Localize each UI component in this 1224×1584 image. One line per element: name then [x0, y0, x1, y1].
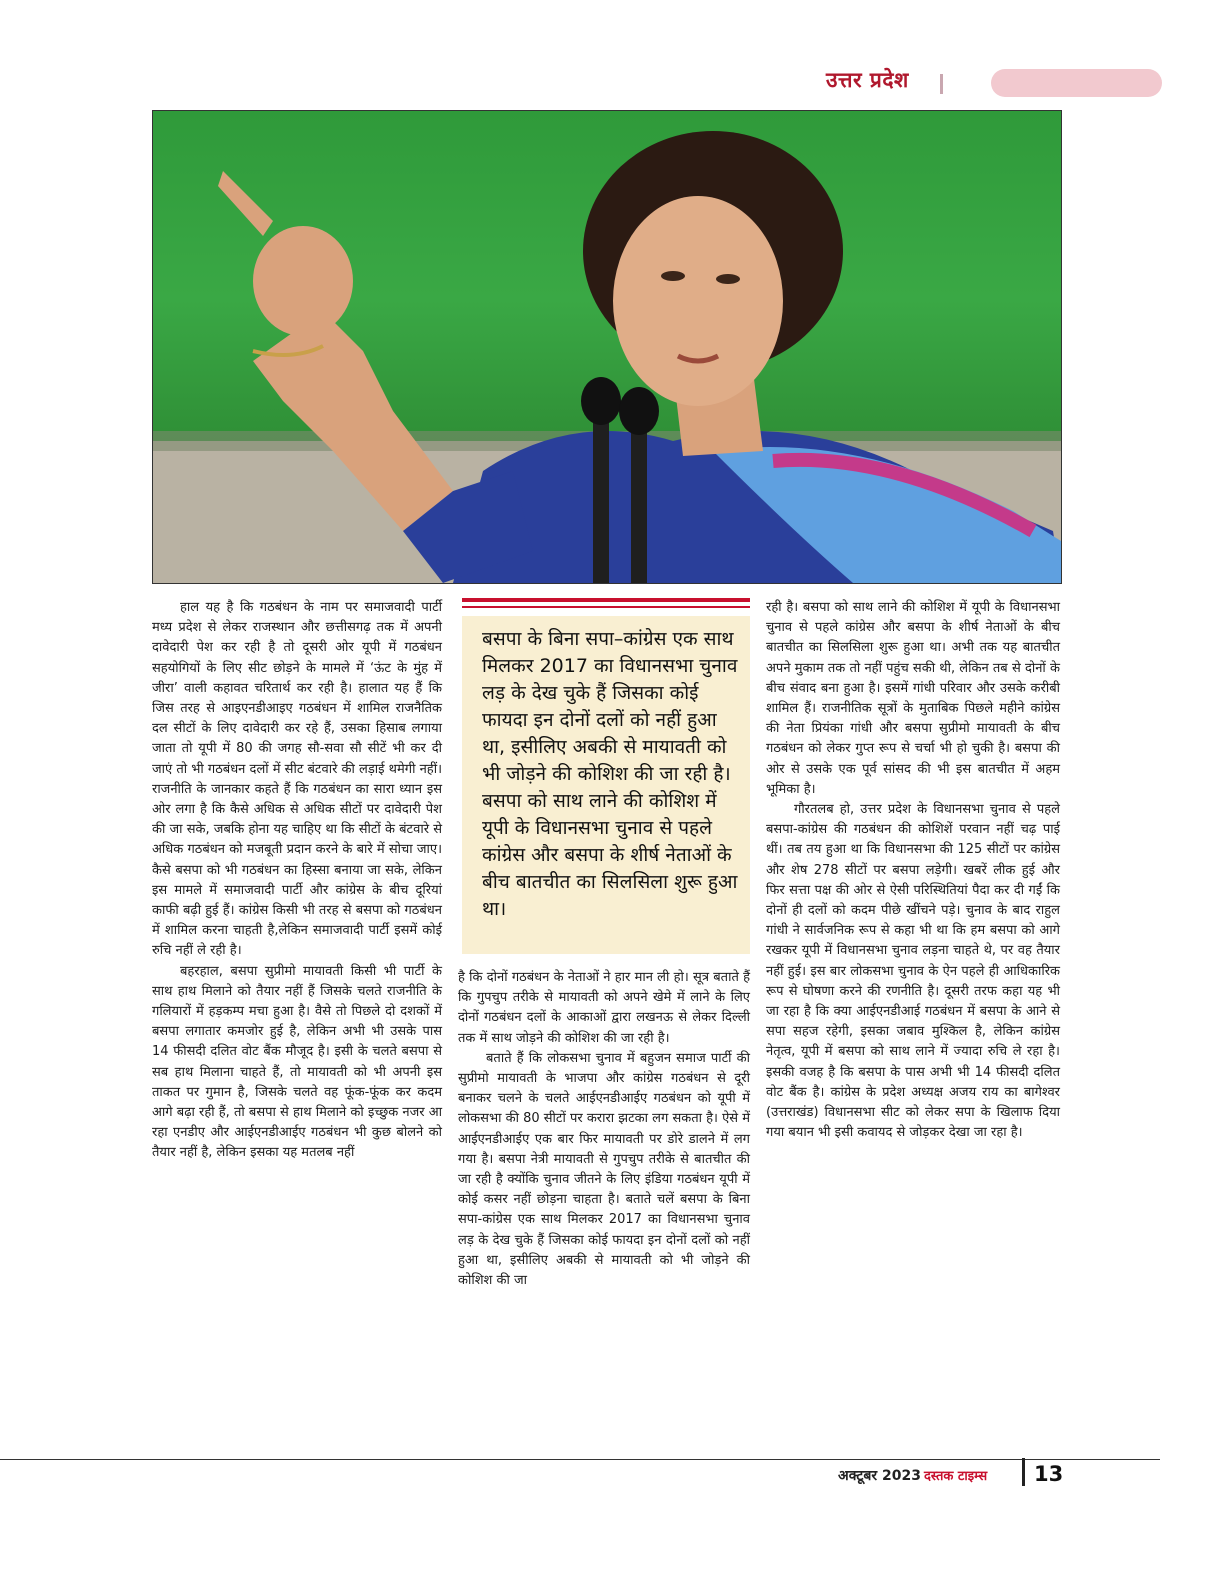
article-column-1 — [152, 598, 442, 1164]
pull-quote-text: बसपा के बिना सपा–कांग्रेस एक साथ मिलकर 2017 का विधानसभा चुनाव लड़ के देख चुके हैं जिसका कोई फायदा इन दोनों दलों को नहीं हुआ था, इसीलिए अबकी से मायावती को भी जोड़ने की कोशिश की जा रही है। बसपा को साथ लाने की कोशिश में यूपी के विधानसभा चुनाव से पहले कांग्रेस और बसपा के शीर्ष नेताओं के बीच बातचीत का सिलसिला शुरू हुआ था। — [482, 628, 738, 920]
lead-photo — [152, 110, 1062, 584]
article-column-3 — [766, 598, 1060, 1143]
issue-date: अक्टूबर 2023 — [838, 1468, 921, 1484]
column2-paragraph-1: है कि दोनों गठबंधन के नेताओं ने हार मान ली हो। सूत्र बताते हैं कि गुपचुप तरीके से मायावती को अपने खेमे में लाने के लिए दोनों गठबंधन दलों के आकाओं द्वारा लखनऊ से लेकर दिल्ली तक में साथ जोड़ने की कोशिश की जा रही है। — [458, 970, 750, 1046]
header-divider — [940, 74, 943, 94]
page-number: 13 — [1034, 1462, 1064, 1486]
column1-paragraph-1: हाल यह है कि गठबंधन के नाम पर समाजवादी पार्टी मध्य प्रदेश से लेकर राजस्थान और छत्तीसगढ़ तक में अपनी दावेदारी पेश कर रही है तो दूसरी ओर यूपी में गठबंधन सहयोगियों के लिए सीट छोड़ने के मामले में ‘ऊंट के मुंह में जीरा’ वाली कहावत चरितार्थ कर रही है। हालात यह हैं कि जिस तरह से आइएनडीआइए गठबंधन में शामिल राजनैतिक दल सीटों के लिए दावेदारी कर रहे हैं, उसका हिसाब लगाया जाता तो यूपी में 80 की जगह सौ-सवा सौ सीटें भी कर दी जाएं तो भी गठबंधन दलों में सीट बंटवारे की लड़ाई थमेगी नहीं। राजनीति के जानकार कहते हैं कि गठबंधन का सारा ध्यान इस ओर लगा है कि कैसे अधिक से अधिक सीटों पर दावेदारी पेश की जा सके, जबकि होना यह चाहिए था कि सीटों के बंटवारे से अधिक गठबंधन को मजबूती प्रदान करने के बारे में सोचा जाए। कैसे बसपा को भी गठबंधन का हिस्सा बनाया जा सके, लेकिन इस मामले में समाजवादी पार्टी और कांग्रेस के बीच दूरियां काफी बढ़ी हुई हैं। कांग्रेस किसी भी तरह से बसपा को गठबंधन में शामिल करना चाहती है,लेकिन समाजवादी पार्टी इसमें कोई रुचि नहीं ले रही है। — [152, 600, 442, 959]
column3-paragraph-1: रही है। बसपा को साथ लाने की कोशिश में यूपी के विधानसभा चुनाव से पहले कांग्रेस और बसपा के शीर्ष नेताओं के बीच बातचीत का सिलसिला शुरू हुआ था। अभी तक यह बातचीत अपने मुकाम तक तो नहीं पहुंच सकी थी, लेकिन तब से दोनों के बीच संवाद बना हुआ है। इसमें गांधी परिवार और उसके करीबी शामिल हैं। राजनीतिक सूत्रों के मुताबिक पिछले महीने कांग्रेस की नेता प्रियंका गांधी और बसपा सुप्रीमो मायावती के बीच गठबंधन को लेकर गुप्त रूप से चर्चा भी हो चुकी है। बसपा की ओर से उसके एक पूर्व सांसद की भी इस बातचीत में अहम भूमिका है। — [766, 600, 1060, 797]
pull-quote-rule-second — [462, 606, 750, 608]
pull-quote — [462, 598, 750, 956]
column3-paragraph-2: गौरतलब हो, उत्तर प्रदेश के विधानसभा चुनाव से पहले बसपा-कांग्रेस की गठबंधन की कोशिशें परवान नहीं चढ़ पाई थीं। तब तय हुआ था कि विधानसभा की 125 सीटों पर कांग्रेस और शेष 278 सीटों पर बसपा लड़ेगी। खबरें लीक हुई और फिर सत्ता पक्ष की ओर से ऐसी परिस्थितियां पैदा कर दी गईं कि दोनों ही दलों को कदम पीछे खींचने पड़े। चुनाव के बाद राहुल गांधी ने सार्वजनिक रूप से कहा भी था कि हम बसपा को आगे रखकर यूपी में विधानसभा चुनाव लड़ना चाहते थे, पर वह तैयार नहीं हुई। इस बार लोकसभा चुनाव के ऐन पहले ही आधिकारिक रूप से घोषणा करने की रणनीति है। दूसरी तरफ कहा यह भी जा रहा है कि क्या आईएनडीआई गठबंधन में बसपा के आने से सपा सहज रहेगी, इसका जबाव मुश्किल है, लेकिन कांग्रेस नेतृत्व, यूपी में बसपा को साथ लाने में ज्यादा रुचि ले रहा है। इसकी वजह है कि बसपा के पास अभी भी 14 फीसदी दलित वोट बैंक है। कांग्रेस के प्रदेश अध्यक्ष अजय राय का बागेश्वर (उत्तराखंड) विधानसभा सीट को लेकर सपा के खिलाफ दिया गया बयान भी इसी कवायद से जोड़कर देखा जा रहा है। — [766, 802, 1060, 1141]
column2-paragraph-2: बताते हैं कि लोकसभा चुनाव में बहुजन समाज पार्टी की सुप्रीमो मायावती के भाजपा और कांग्रेस गठबंधन से दूरी बनाकर चलने के चलते आईएनडीआईए गठबंधन को यूपी में लोकसभा की 80 सीटों पर करारा झटका लग सकता है। ऐसे में आईएनडीआईए एक बार फिर मायावती पर डोरे डालने में लग गया है। बसपा नेत्री मायावती से गुपचुप तरीके से बातचीत की जा रही है क्योंकि चुनाव जीतने के लिए इंडिया गठबंधन यूपी में कोई कसर नहीं छोड़ना चाहता है। बताते चलें बसपा के बिना सपा-कांग्रेस एक साथ मिलकर 2017 का विधानसभा चुनाव लड़ के देख चुके हैं जिसका कोई फायदा इन दोनों दलों को नहीं हुआ था, इसीलिए अबकी से मायावती को भी जोड़ने की कोशिश की जा — [458, 1050, 750, 1289]
header-decoration — [991, 69, 1162, 97]
speaker-illustration — [153, 111, 1061, 583]
column1-paragraph-2: बहरहाल, बसपा सुप्रीमो मायावती किसी भी पार्टी के साथ हाथ मिलाने को तैयार नहीं हैं जिसके चलते राजनीति के गलियारों में हड़कम्प मचा हुआ है। वैसे तो पिछले दो दशकों में बसपा लगातार कमजोर हुई है, लेकिन अभी भी उसके पास 14 फीसदी दलित वोट बैंक मौजूद है। इसी के चलते बसपा से सब हाथ मिलाना चाहते हैं, तो मायावती को भी अपनी इस ताकत पर गुमान है, जिसके चलते वह फूंक-फूंक कर कदम आगे बढ़ा रही हैं, तो बसपा से हाथ मिलाने को इच्छुक नजर आ रहा एनडीए और आईएनडीआईए गठबंधन भी कुछ बोलने को तैयार नहीं है, लेकिन इसका यह मतलब नहीं — [152, 963, 442, 1161]
pull-quote-box — [462, 616, 750, 954]
article-column-2 — [458, 968, 750, 1291]
footer-rule — [0, 1459, 1160, 1460]
footer-divider — [1022, 1458, 1025, 1486]
section-title: उत्तर प्रदेश — [826, 68, 909, 92]
pull-quote-rule-top — [462, 598, 750, 602]
publication-logo: दस्तक टाइम्स — [924, 1469, 988, 1484]
